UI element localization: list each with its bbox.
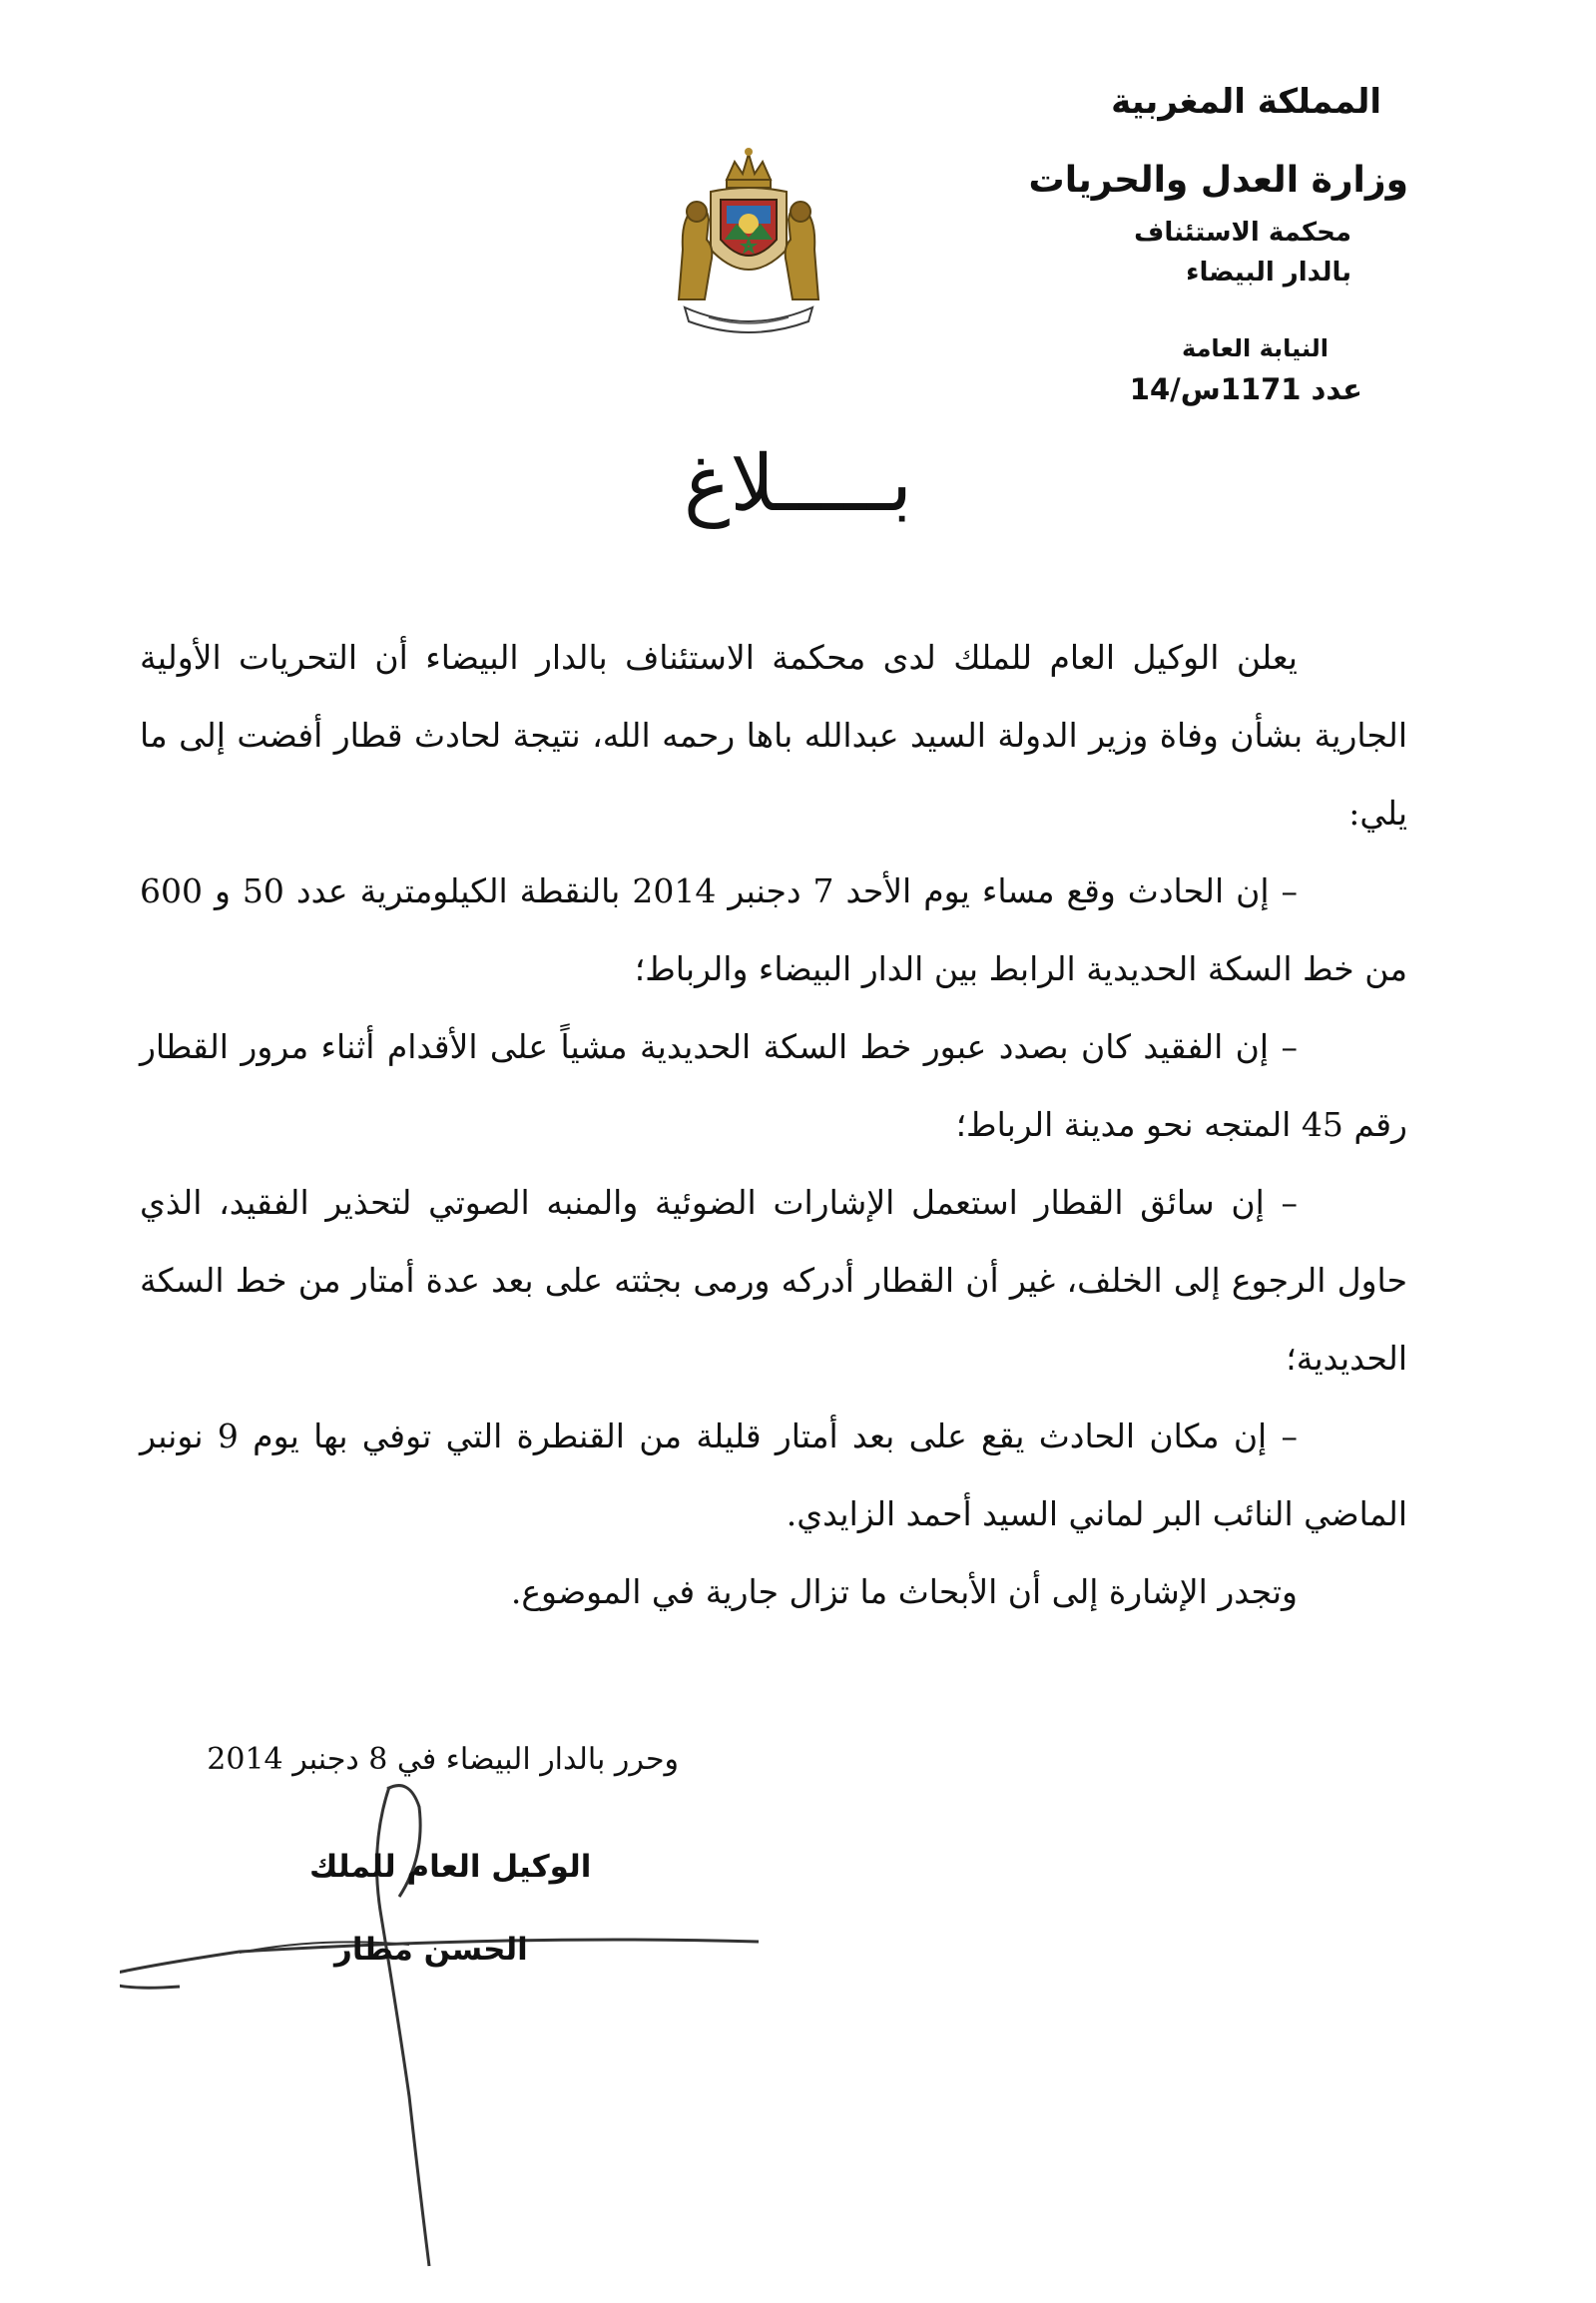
conclusion-paragraph: وتجدر الإشارة إلى أن الأبحاث ما تزال جارية في الموضوع. xyxy=(510,1572,1298,1611)
point-accident-location: – إن الحادث وقع مساء يوم الأحد 7 دجنبر 2014 بالنقطة الكيلومترية عدد 50 و 600 من خط السكة الحديدية الرابط بين الدار البيضاء والرباط؛ xyxy=(140,871,1407,988)
point-crossing-tracks: – إن الفقيد كان بصدد عبور خط السكة الحديدية مشياً على الأقدام أثناء مرور القطار رقم 45 المتجه نحو مدينة الرباط؛ xyxy=(140,1027,1407,1144)
intro-paragraph: يعلن الوكيل العام للملك لدى محكمة الاستئناف بالدار البيضاء أن التحريات الأولية الجارية بشأن وفاة وزير الدولة السيد عبدالله باها رحمه الله، نتيجة لحادث قطار أفضت إلى ما يلي: xyxy=(140,638,1407,833)
place-and-date: وحرر بالدار البيضاء في 8 دجنبر 2014 xyxy=(207,1742,679,1777)
communique-body xyxy=(140,619,1407,1631)
kingdom-name: المملكة المغربية xyxy=(1111,82,1381,122)
moroccan-royal-coat-of-arms-icon xyxy=(649,140,848,339)
prosecution-office: النيابة العامة xyxy=(1182,334,1329,362)
signer-name: الحسن مطار xyxy=(334,1932,528,1968)
handwritten-signature xyxy=(120,1767,798,2286)
point-bridge-proximity: – إن مكان الحادث يقع على بعد أمتار قليلة من القنطرة التي توفي بها يوم 9 نونبر الماضي النائب البر لماني السيد أحمد الزايدي. xyxy=(140,1417,1407,1533)
ministry-name: وزارة العدل والحريات xyxy=(1028,160,1408,201)
reference-number: عدد 1171س/14 xyxy=(1129,372,1362,406)
point-driver-warning: – إن سائق القطار استعمل الإشارات الضوئية والمنبه الصوتي لتحذير الفقيد، الذي حاول الرجوع إلى الخلف، غير أن القطار أدركه ورمى بجثته على بعد عدة أمتار من خط السكة الحديدية؛ xyxy=(140,1183,1407,1378)
document-title: بـــــلاغ xyxy=(683,439,913,529)
court-city: بالدار البيضاء xyxy=(1186,258,1351,288)
signer-title: الوكيل العام للملك xyxy=(309,1849,592,1885)
court-name: محكمة الاستئناف xyxy=(1134,218,1351,248)
